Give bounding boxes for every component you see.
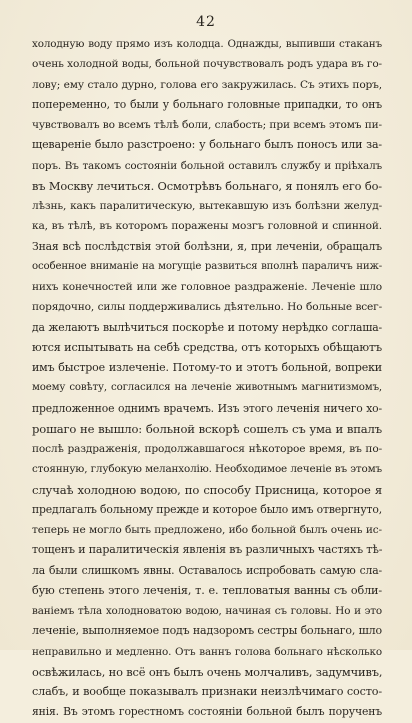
text-line: послѣ раздраженія, продолжавшагося нѣкоторое время, въ по- xyxy=(32,443,382,455)
text-line: ла были слишкомъ явны. Оставалось испробовать самую сла- xyxy=(32,563,382,577)
text-line: бую степень этого леченія, т. е. тепловатыя ванны съ обли- xyxy=(32,583,382,597)
text-line: да желаютъ вылѣчиться поскорѣе и потому нерѣдко соглаша- xyxy=(32,320,382,334)
text-line: очень холодной воды, больной почувствовалъ родъ удара въ го- xyxy=(32,58,382,71)
text-line: щевареніе было разстроено: у больнаго былъ поносъ или за- xyxy=(32,138,382,152)
text-line: Зная всѣ послѣдствія этой болѣзни, я, при леченіи, обращалъ xyxy=(32,239,382,253)
text-line: лѣзнь, какъ паралитическую, вытекавшую изъ болѣзни желуд- xyxy=(32,200,382,212)
text-line: нихъ конечностей или же головное раздраженіе. Леченіе шло xyxy=(32,281,382,293)
text-line: случаѣ холодною водою, по способу Присница, которое я xyxy=(32,482,382,497)
text-line: лову; ему стало дурно, голова его закружилась. Съ этихъ поръ, xyxy=(32,78,382,91)
text-line: попеременно, то были у больнаго головные припадки, то онъ xyxy=(32,97,382,111)
text-line: тощенъ и паралитическія явленія въ различныхъ частяхъ тѣ- xyxy=(32,543,382,557)
text-line: предложенное однимъ врачемъ. Изъ этого леченія ничего хо- xyxy=(32,401,382,415)
text-line: янія. Въ этомъ горестномъ состояніи больной былъ порученъ xyxy=(32,705,382,719)
text-line: слабъ, и вообще показывалъ признаки неизлѣчимаго состо- xyxy=(32,685,382,698)
text-line: ются испытывать на себѣ средства, отъ которыхъ обѣщаютъ xyxy=(32,340,382,354)
text-line: теперь не могло быть предложено, ибо больной былъ очень ис- xyxy=(32,524,382,536)
text-line: поръ. Въ такомъ состояніи больной оставилъ службу и пріѣхалъ xyxy=(32,159,382,172)
text-line: чувствовалъ во всемъ тѣлѣ боли, слабость; при всемъ этомъ пи- xyxy=(32,119,382,131)
text-line: освѣжилась, но всё онъ былъ очень молчаливъ, задумчивъ, xyxy=(32,664,382,679)
text-line: холодную воду прямо изъ колодца. Однажды, выпивши стаканъ xyxy=(32,38,382,50)
text-line: неправильно и медленно. Отъ ваннъ голова больнаго нѣсколько xyxy=(32,645,382,658)
body-text xyxy=(32,34,382,723)
page-number: 42 xyxy=(196,14,216,30)
text-line: стоянную, глубокую меланхолію. Необходимое леченіе въ этомъ xyxy=(32,463,382,476)
text-line: предлагалъ больному прежде и которое было имъ отвергнуто, xyxy=(32,502,382,516)
text-line: ваніемъ тѣла холодноватою водою, начиная съ головы. Но и это xyxy=(32,605,382,617)
text-line: леченіе, выполняемое подъ надзоромъ сестры больнаго, шло xyxy=(32,624,382,638)
text-line: въ Москву лечиться. Осмотрѣвъ больнаго, я понялъ его бо- xyxy=(32,178,382,193)
text-line: рошаго не вышло: больной вскорѣ сошелъ съ ума и впалъ xyxy=(32,421,382,436)
text-line: особенное вниманіе на могущіе развиться вполнѣ параличъ ниж- xyxy=(32,260,382,272)
text-line: имъ быстрое излеченіе. Потому-то и этотъ больной, вопреки xyxy=(32,361,382,374)
text-line: ка, въ тѣлѣ, въ которомъ поражены мозгъ головной и спинной. xyxy=(32,220,382,233)
text-line: моему совѣту, согласился на леченіе животнымъ магнитизмомъ, xyxy=(32,382,382,394)
text-line: порядочно, силы поддерживались дѣятельно. Но больные всег- xyxy=(32,301,382,314)
